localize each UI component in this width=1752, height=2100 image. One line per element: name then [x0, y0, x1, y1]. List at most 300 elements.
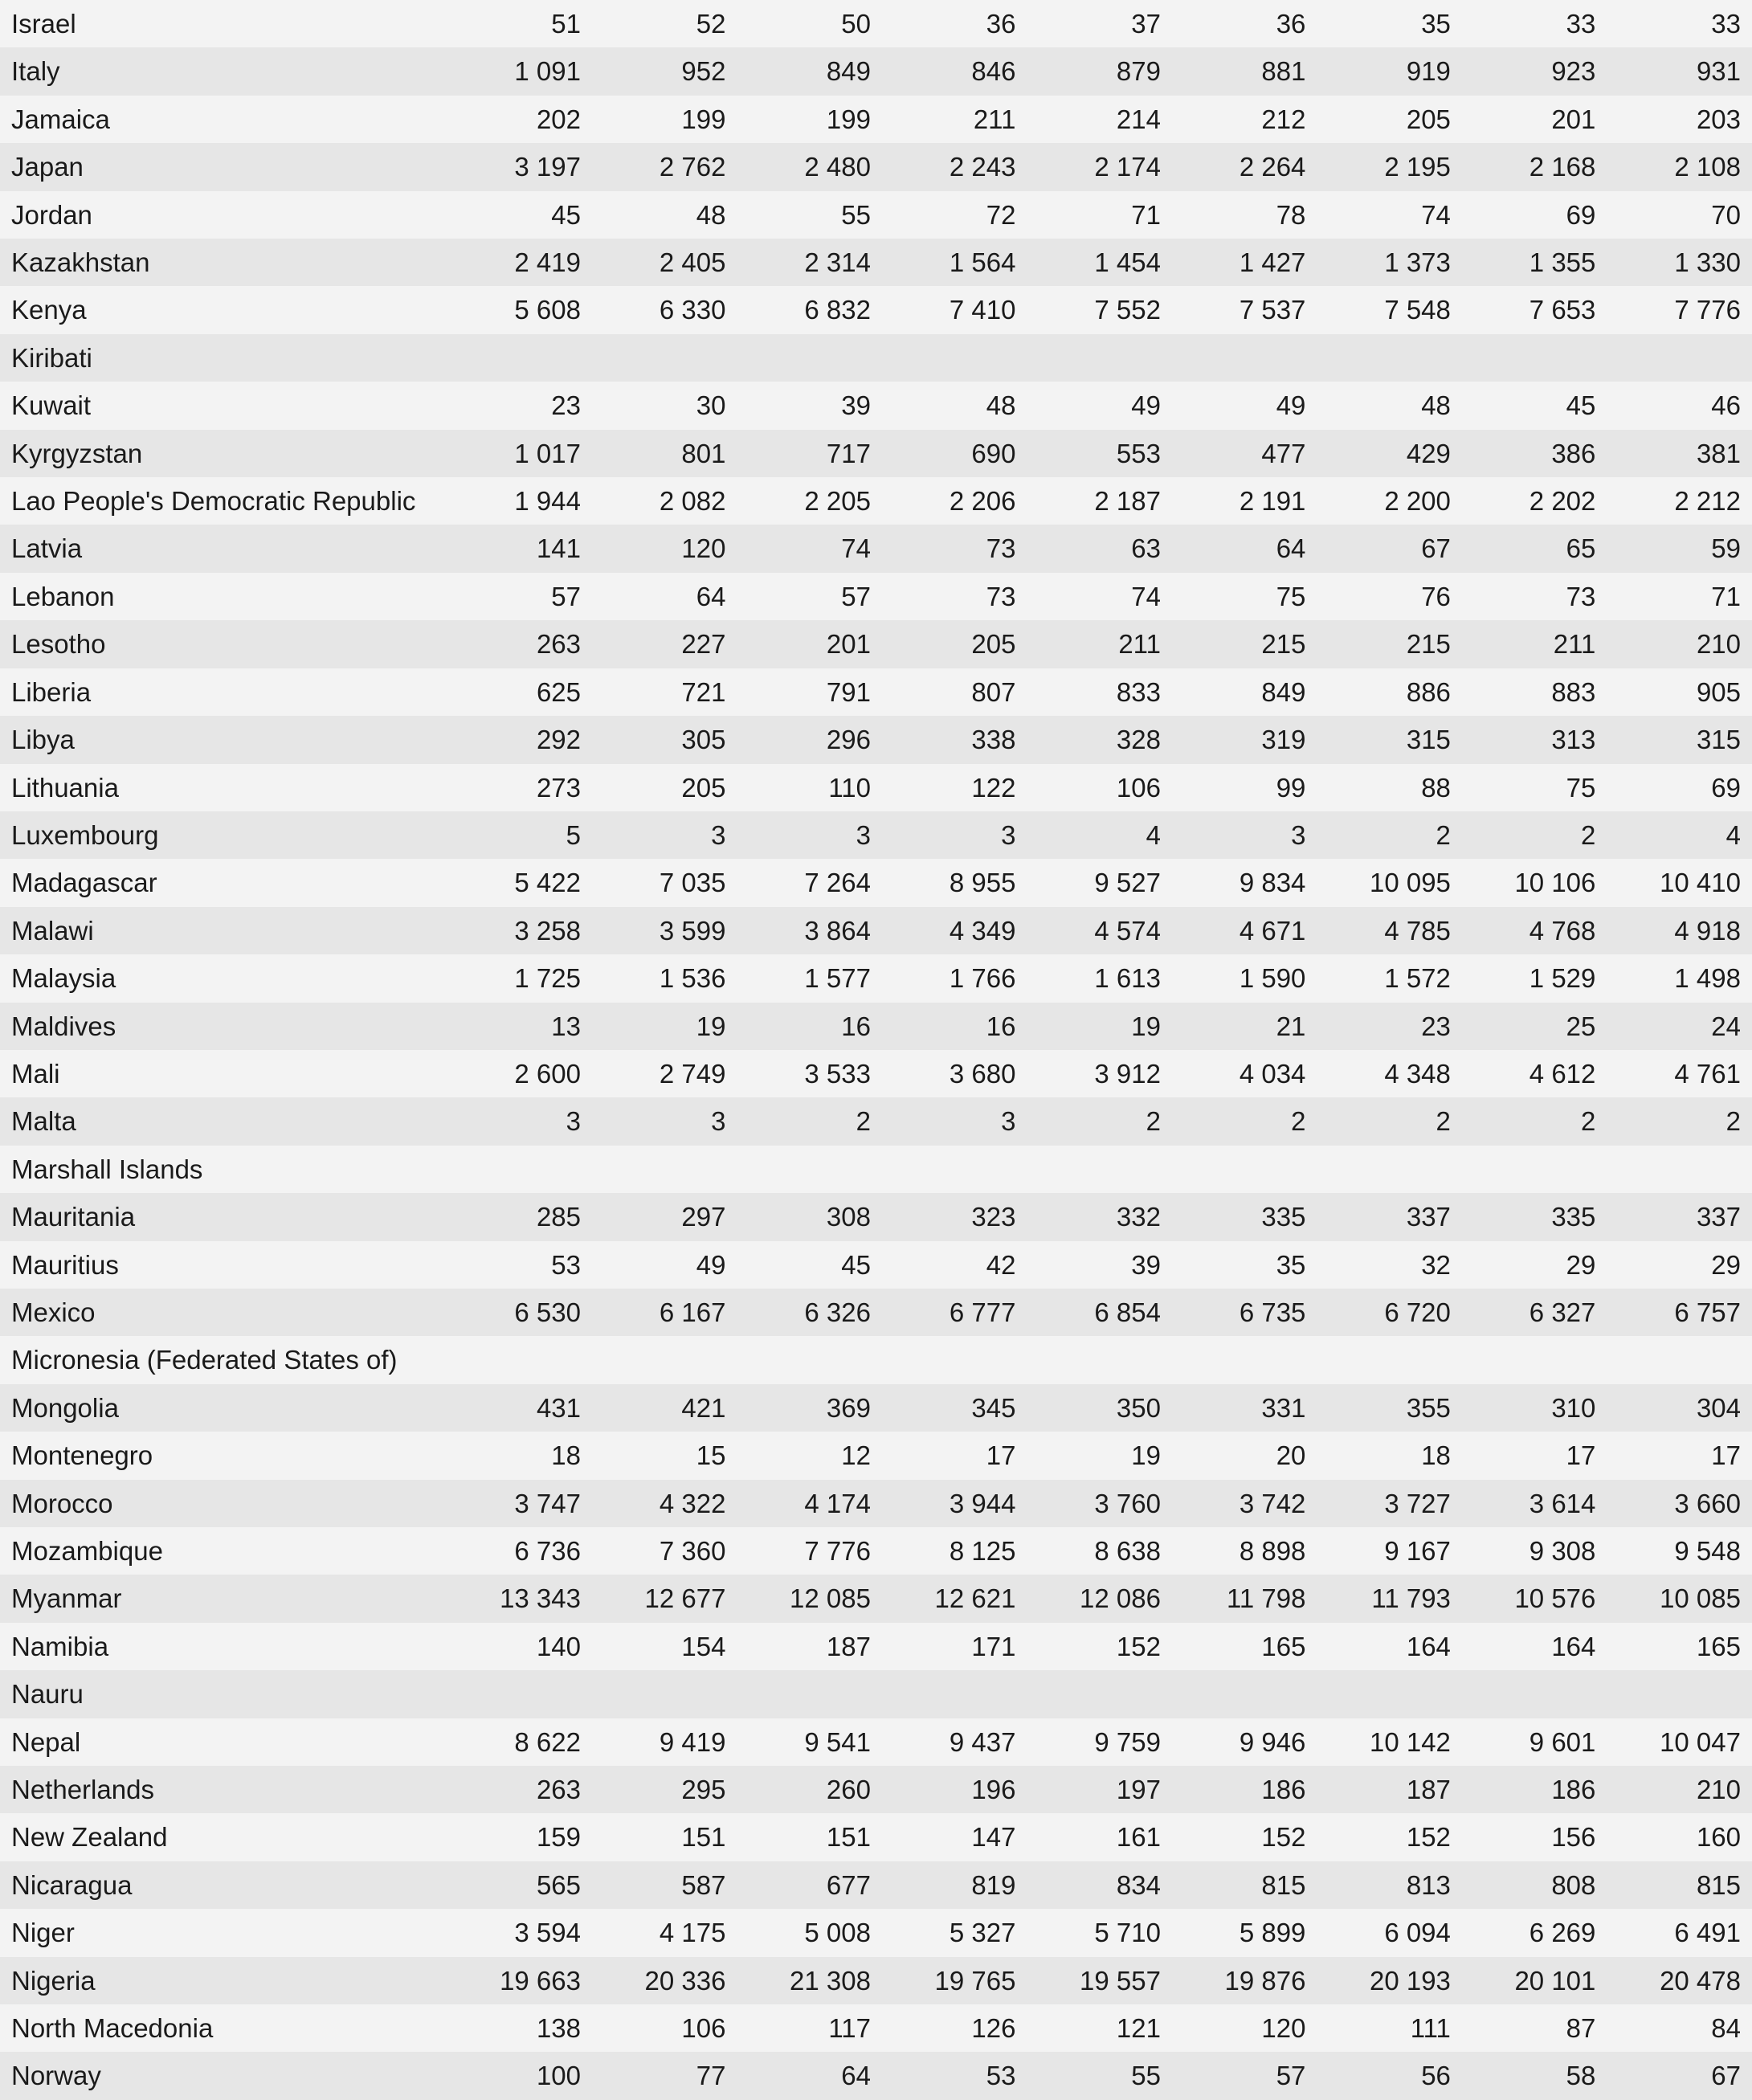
- country-cell: Madagascar: [11, 868, 157, 898]
- value-cell: 186: [1261, 1775, 1306, 1805]
- value-cell: [1607, 1146, 1752, 1193]
- value-cell: 5 710: [1094, 1918, 1161, 1948]
- table-row: [0, 1241, 1752, 1289]
- table-row: [0, 1050, 1752, 1097]
- table-row: [0, 143, 1752, 190]
- country-cell: Mongolia: [11, 1392, 119, 1423]
- value-cell: [1172, 1670, 1317, 1718]
- value-cell: 12: [841, 1440, 871, 1471]
- table-row: [0, 1193, 1752, 1240]
- value-cell: 886: [1406, 676, 1451, 707]
- value-cell: 72: [986, 199, 1016, 230]
- value-cell: 2 480: [804, 152, 871, 182]
- value-cell: 1 017: [514, 438, 581, 468]
- value-cell: 3 912: [1094, 1058, 1161, 1089]
- value-cell: 49: [1131, 390, 1161, 421]
- value-cell: 35: [1421, 9, 1451, 39]
- value-cell: 23: [1421, 1011, 1451, 1041]
- value-cell: 2 205: [804, 486, 871, 517]
- table-row: [0, 477, 1752, 525]
- value-cell: 20 478: [1660, 1965, 1741, 1996]
- country-cell: Kiribati: [11, 342, 92, 373]
- value-cell: 71: [1131, 199, 1161, 230]
- value-cell: 140: [536, 1631, 581, 1661]
- value-cell: [1317, 1146, 1461, 1193]
- value-cell: 73: [1566, 581, 1596, 611]
- table-row: [0, 1957, 1752, 2004]
- value-cell: 159: [536, 1822, 581, 1853]
- value-cell: 73: [986, 533, 1016, 564]
- country-cell: Luxembourg: [11, 819, 159, 850]
- value-cell: 3: [566, 1106, 581, 1137]
- value-cell: 211: [1553, 629, 1596, 660]
- value-cell: [1172, 1336, 1317, 1383]
- value-cell: 1 330: [1674, 247, 1741, 278]
- value-cell: 1 373: [1384, 247, 1451, 278]
- country-cell: Nicaragua: [11, 1869, 133, 1900]
- table-row: [0, 430, 1752, 477]
- table-row: [0, 2004, 1752, 2052]
- value-cell: 32: [1421, 1249, 1451, 1280]
- value-cell: 4 768: [1529, 915, 1596, 946]
- country-cell: Maldives: [11, 1011, 116, 1041]
- table-row: [0, 382, 1752, 429]
- value-cell: 883: [1551, 676, 1596, 707]
- value-cell: 6 327: [1529, 1297, 1596, 1327]
- table-row: [0, 954, 1752, 1002]
- value-cell: 73: [986, 581, 1016, 611]
- value-cell: 310: [1551, 1392, 1596, 1423]
- value-cell: 5 899: [1239, 1918, 1306, 1948]
- table-row: [0, 859, 1752, 906]
- table-row: [0, 0, 1752, 47]
- table-row: [0, 1480, 1752, 1527]
- table-row: [0, 1384, 1752, 1432]
- country-cell: Latvia: [11, 533, 83, 564]
- value-cell: 1 355: [1529, 247, 1596, 278]
- value-cell: 931: [1696, 56, 1741, 87]
- value-cell: [1027, 1336, 1171, 1383]
- value-cell: 273: [536, 772, 581, 803]
- value-cell: 2 187: [1094, 486, 1161, 517]
- value-cell: 69: [1566, 199, 1596, 230]
- value-cell: 791: [826, 676, 871, 707]
- country-cell: Lithuania: [11, 772, 119, 803]
- value-cell: 9 946: [1239, 1726, 1306, 1757]
- value-cell: 74: [1421, 199, 1451, 230]
- value-cell: 197: [1116, 1775, 1161, 1805]
- value-cell: 345: [971, 1392, 1016, 1423]
- value-cell: 78: [1276, 199, 1306, 230]
- value-cell: 2 195: [1384, 152, 1451, 182]
- value-cell: 3: [711, 1106, 726, 1137]
- value-cell: 6 530: [514, 1297, 581, 1327]
- country-cell: Nigeria: [11, 1965, 96, 1996]
- value-cell: 4: [1146, 819, 1161, 850]
- value-cell: 57: [1276, 2061, 1306, 2091]
- value-cell: [592, 1670, 737, 1718]
- value-cell: 8 638: [1094, 1536, 1161, 1566]
- value-cell: 808: [1551, 1869, 1596, 1900]
- value-cell: 76: [1421, 581, 1451, 611]
- value-cell: 171: [971, 1631, 1016, 1661]
- value-cell: 39: [841, 390, 871, 421]
- value-cell: 2 762: [659, 152, 726, 182]
- value-cell: 3 614: [1529, 1488, 1596, 1518]
- value-cell: 196: [971, 1775, 1016, 1805]
- value-cell: 304: [1696, 1392, 1741, 1423]
- value-cell: 801: [681, 438, 726, 468]
- value-cell: 6 777: [949, 1297, 1016, 1327]
- value-cell: 20: [1276, 1440, 1306, 1471]
- value-cell: 152: [1261, 1822, 1306, 1853]
- value-cell: 338: [971, 725, 1016, 755]
- value-cell: 11 798: [1226, 1583, 1306, 1614]
- value-cell: [1027, 1146, 1171, 1193]
- country-cell: Italy: [11, 56, 60, 87]
- country-cell: Montenegro: [11, 1440, 153, 1471]
- value-cell: 20 193: [1369, 1965, 1451, 1996]
- value-cell: [1317, 334, 1461, 382]
- value-cell: 57: [841, 581, 871, 611]
- value-cell: [1172, 334, 1317, 382]
- value-cell: 3 594: [514, 1918, 581, 1948]
- value-cell: 106: [681, 2013, 726, 2044]
- value-cell: 215: [1406, 629, 1451, 660]
- value-cell: 21 308: [790, 1965, 871, 1996]
- value-cell: 16: [986, 1011, 1016, 1041]
- value-cell: 18: [1421, 1440, 1451, 1471]
- value-cell: 16: [841, 1011, 871, 1041]
- value-cell: 17: [1711, 1440, 1741, 1471]
- table-row: [0, 620, 1752, 668]
- value-cell: 164: [1406, 1631, 1451, 1661]
- country-cell: Lao People's Democratic Republic: [11, 486, 416, 517]
- value-cell: 6 832: [804, 295, 871, 325]
- country-cell: Jamaica: [11, 104, 110, 134]
- value-cell: 3 197: [514, 152, 581, 182]
- value-cell: 7 548: [1384, 295, 1451, 325]
- value-cell: 10 142: [1369, 1726, 1451, 1757]
- value-cell: 55: [841, 199, 871, 230]
- value-cell: 8 125: [949, 1536, 1016, 1566]
- value-cell: 421: [681, 1392, 726, 1423]
- value-cell: 328: [1116, 725, 1161, 755]
- country-cell: Netherlands: [11, 1775, 154, 1805]
- value-cell: [737, 334, 881, 382]
- value-cell: [447, 1670, 592, 1718]
- table-row: [0, 1813, 1752, 1861]
- value-cell: 87: [1566, 2013, 1596, 2044]
- value-cell: 1 766: [949, 963, 1016, 994]
- value-cell: 117: [828, 2013, 871, 2044]
- value-cell: 67: [1711, 2061, 1741, 2091]
- value-cell: 210: [1696, 629, 1741, 660]
- value-cell: 260: [826, 1775, 871, 1805]
- value-cell: 2 212: [1674, 486, 1741, 517]
- value-cell: [882, 1670, 1027, 1718]
- value-cell: 63: [1131, 533, 1161, 564]
- table-row: [0, 1861, 1752, 1909]
- value-cell: 19 876: [1224, 1965, 1306, 1996]
- value-cell: 10 106: [1514, 868, 1596, 898]
- value-cell: 323: [971, 1202, 1016, 1232]
- value-cell: 199: [826, 104, 871, 134]
- value-cell: [882, 334, 1027, 382]
- value-cell: 70: [1711, 199, 1741, 230]
- country-cell: Malta: [11, 1106, 76, 1137]
- value-cell: [1462, 1146, 1607, 1193]
- value-cell: 7 035: [659, 868, 726, 898]
- country-cell: Norway: [11, 2061, 101, 2091]
- value-cell: 13 343: [500, 1583, 581, 1614]
- value-cell: 1 427: [1239, 247, 1306, 278]
- value-cell: 6 854: [1094, 1297, 1161, 1327]
- value-cell: 9 308: [1529, 1536, 1596, 1566]
- value-cell: 1 572: [1384, 963, 1451, 994]
- value-cell: 308: [826, 1202, 871, 1232]
- value-cell: 187: [1406, 1775, 1451, 1805]
- value-cell: 19: [696, 1011, 726, 1041]
- value-cell: 8 898: [1239, 1536, 1306, 1566]
- value-cell: [737, 1146, 881, 1193]
- value-cell: 9 834: [1239, 868, 1306, 898]
- value-cell: 690: [971, 438, 1016, 468]
- value-cell: 319: [1261, 725, 1306, 755]
- value-cell: [447, 1336, 592, 1383]
- value-cell: 203: [1696, 104, 1741, 134]
- value-cell: 48: [986, 390, 1016, 421]
- value-cell: 2: [1581, 1106, 1596, 1137]
- value-cell: 48: [1421, 390, 1451, 421]
- value-cell: 36: [986, 9, 1016, 39]
- value-cell: 17: [1566, 1440, 1596, 1471]
- value-cell: [592, 1146, 737, 1193]
- country-cell: Nepal: [11, 1726, 81, 1757]
- value-cell: 29: [1711, 1249, 1741, 1280]
- value-cell: [1027, 1670, 1171, 1718]
- country-cell: Nauru: [11, 1679, 84, 1710]
- country-cell: Mali: [11, 1058, 60, 1089]
- value-cell: 45: [551, 199, 581, 230]
- country-cell: Kazakhstan: [11, 247, 150, 278]
- value-cell: 165: [1261, 1631, 1306, 1661]
- value-cell: 201: [1551, 104, 1596, 134]
- value-cell: 2 405: [659, 247, 726, 278]
- value-cell: 2: [1146, 1106, 1161, 1137]
- country-cell: Israel: [11, 9, 76, 39]
- value-cell: 1 725: [514, 963, 581, 994]
- value-cell: [1027, 334, 1171, 382]
- table-row: [0, 1146, 1752, 1193]
- country-cell: Japan: [11, 152, 84, 182]
- value-cell: 9 419: [659, 1726, 726, 1757]
- value-cell: 202: [536, 104, 581, 134]
- value-cell: 381: [1696, 438, 1741, 468]
- value-cell: 152: [1406, 1822, 1451, 1853]
- value-cell: 33: [1711, 9, 1741, 39]
- value-cell: 313: [1551, 725, 1596, 755]
- value-cell: 45: [1566, 390, 1596, 421]
- country-cell: Kenya: [11, 295, 87, 325]
- value-cell: 65: [1566, 533, 1596, 564]
- value-cell: 42: [986, 1249, 1016, 1280]
- country-cell: Mexico: [11, 1297, 96, 1327]
- table-row: [0, 1623, 1752, 1670]
- value-cell: 881: [1261, 56, 1306, 87]
- table-row: [0, 1670, 1752, 1718]
- value-cell: 20 101: [1514, 1965, 1596, 1996]
- value-cell: 5 608: [514, 295, 581, 325]
- value-cell: 849: [826, 56, 871, 87]
- value-cell: [447, 334, 592, 382]
- value-cell: 152: [1116, 1631, 1161, 1661]
- value-cell: 4 761: [1674, 1058, 1741, 1089]
- value-cell: 75: [1276, 581, 1306, 611]
- value-cell: 4 348: [1384, 1058, 1451, 1089]
- value-cell: 587: [681, 1869, 726, 1900]
- value-cell: 10 410: [1660, 868, 1741, 898]
- value-cell: 156: [1551, 1822, 1596, 1853]
- value-cell: 565: [536, 1869, 581, 1900]
- table-row: [0, 1718, 1752, 1766]
- value-cell: 2 600: [514, 1058, 581, 1089]
- value-cell: 2: [1581, 819, 1596, 850]
- value-cell: [737, 1336, 881, 1383]
- table-row: [0, 1003, 1752, 1050]
- value-cell: 2: [1435, 1106, 1451, 1137]
- value-cell: 161: [1116, 1822, 1161, 1853]
- value-cell: 19: [1131, 1440, 1161, 1471]
- value-cell: 9 759: [1094, 1726, 1161, 1757]
- value-cell: 355: [1406, 1392, 1451, 1423]
- value-cell: 2: [1725, 1106, 1741, 1137]
- value-cell: 1 529: [1529, 963, 1596, 994]
- value-cell: 46: [1711, 390, 1741, 421]
- country-cell: North Macedonia: [11, 2013, 214, 2044]
- value-cell: 3 660: [1674, 1488, 1741, 1518]
- value-cell: 53: [986, 2061, 1016, 2091]
- value-cell: 919: [1406, 56, 1451, 87]
- value-cell: 71: [1711, 581, 1741, 611]
- value-cell: 122: [971, 772, 1016, 803]
- table-row: [0, 2052, 1752, 2099]
- value-cell: 33: [1566, 9, 1596, 39]
- country-cell: Mauritania: [11, 1202, 136, 1232]
- value-cell: 2: [1291, 1106, 1306, 1137]
- value-cell: 6 491: [1674, 1918, 1741, 1948]
- value-cell: 8 622: [514, 1726, 581, 1757]
- value-cell: 36: [1276, 9, 1306, 39]
- value-cell: 2 200: [1384, 486, 1451, 517]
- value-cell: 201: [826, 629, 871, 660]
- country-cell: Malawi: [11, 915, 94, 946]
- value-cell: 37: [1131, 9, 1161, 39]
- value-cell: 9 548: [1674, 1536, 1741, 1566]
- value-cell: 74: [1131, 581, 1161, 611]
- value-cell: 1 577: [804, 963, 871, 994]
- value-cell: 164: [1551, 1631, 1596, 1661]
- value-cell: 4 174: [804, 1488, 871, 1518]
- value-cell: 215: [1261, 629, 1306, 660]
- value-cell: 2: [856, 1106, 871, 1137]
- value-cell: 1 590: [1239, 963, 1306, 994]
- value-cell: [592, 1336, 737, 1383]
- table-row: [0, 1766, 1752, 1813]
- country-cell: Kuwait: [11, 390, 92, 421]
- value-cell: 335: [1261, 1202, 1306, 1232]
- value-cell: 2 082: [659, 486, 726, 517]
- value-cell: 717: [826, 438, 871, 468]
- value-cell: 315: [1696, 725, 1741, 755]
- value-cell: 52: [696, 9, 726, 39]
- value-cell: 199: [681, 104, 726, 134]
- value-cell: 12 621: [934, 1583, 1016, 1614]
- table-row: [0, 668, 1752, 716]
- table-row: [0, 1909, 1752, 1956]
- value-cell: 815: [1696, 1869, 1741, 1900]
- value-cell: 212: [1261, 104, 1306, 134]
- value-cell: 3: [1001, 1106, 1016, 1137]
- country-cell: Morocco: [11, 1488, 113, 1518]
- value-cell: 1 564: [949, 247, 1016, 278]
- country-cell: Marshall Islands: [11, 1154, 203, 1184]
- value-cell: 1 454: [1094, 247, 1161, 278]
- value-cell: 2 419: [514, 247, 581, 278]
- country-cell: Micronesia (Federated States of): [11, 1345, 398, 1375]
- value-cell: 84: [1711, 2013, 1741, 2044]
- value-cell: 6 094: [1384, 1918, 1451, 1948]
- value-cell: 6 330: [659, 295, 726, 325]
- value-cell: 350: [1116, 1392, 1161, 1423]
- table-row: [0, 191, 1752, 239]
- value-cell: 6 757: [1674, 1297, 1741, 1327]
- value-cell: 20 336: [644, 1965, 726, 1996]
- value-cell: 205: [971, 629, 1016, 660]
- table-row: [0, 1336, 1752, 1383]
- value-cell: 553: [1116, 438, 1161, 468]
- value-cell: 3 258: [514, 915, 581, 946]
- value-cell: 833: [1116, 676, 1161, 707]
- value-cell: 952: [681, 56, 726, 87]
- value-cell: 337: [1696, 1202, 1741, 1232]
- value-cell: 3 760: [1094, 1488, 1161, 1518]
- value-cell: 386: [1551, 438, 1596, 468]
- value-cell: 7 552: [1094, 295, 1161, 325]
- value-cell: 3 533: [804, 1058, 871, 1089]
- value-cell: 165: [1696, 1631, 1741, 1661]
- value-cell: 6 269: [1529, 1918, 1596, 1948]
- value-cell: 21: [1276, 1011, 1306, 1041]
- value-cell: 923: [1551, 56, 1596, 87]
- value-cell: 2 108: [1674, 152, 1741, 182]
- value-cell: 297: [681, 1202, 726, 1232]
- value-cell: 3: [711, 819, 726, 850]
- value-cell: 100: [536, 2061, 581, 2091]
- value-cell: [447, 1146, 592, 1193]
- value-cell: 5 327: [949, 1918, 1016, 1948]
- value-cell: 331: [1261, 1392, 1306, 1423]
- value-cell: 69: [1711, 772, 1741, 803]
- value-cell: 721: [681, 676, 726, 707]
- value-cell: 8 955: [949, 868, 1016, 898]
- value-cell: 813: [1406, 1869, 1451, 1900]
- value-cell: 6 735: [1239, 1297, 1306, 1327]
- value-cell: 10 085: [1660, 1583, 1741, 1614]
- value-cell: 7 653: [1529, 295, 1596, 325]
- value-cell: 9 527: [1094, 868, 1161, 898]
- value-cell: 1 091: [514, 56, 581, 87]
